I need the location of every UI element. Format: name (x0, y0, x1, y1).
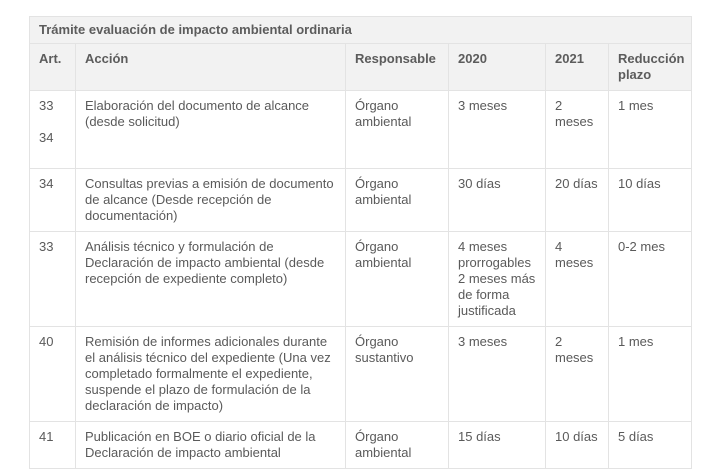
cell-2020: 4 meses prorrogables 2 meses más de forma justificada (449, 232, 546, 327)
cell-accion: Remisión de informes adicionales durante el análisis técnico del expediente (Una vez completado formalmente el expediente, suspende el plazo de formulación de la declaración de impacto) (76, 327, 346, 422)
cell-art (30, 91, 76, 169)
cell-accion: Publicación en BOE o diario oficial de la Declaración de impacto ambiental (76, 422, 346, 469)
cell-2020: 3 meses (449, 91, 546, 169)
art-number: 40 (39, 334, 54, 349)
cell-art (30, 169, 76, 232)
header-2020: 2020 (449, 44, 546, 91)
cell-2020: 3 meses (449, 327, 546, 422)
header-responsable: Responsable (346, 44, 449, 91)
cell-art (30, 422, 76, 469)
art-number: 34 (39, 130, 54, 145)
header-reduccion: Reducción plazo (609, 44, 692, 91)
cell-2021: 10 días (546, 422, 609, 469)
cell-responsable: Órgano sustantivo (346, 327, 449, 422)
cell-responsable: Órgano ambiental (346, 169, 449, 232)
header-2021: 2021 (546, 44, 609, 91)
cell-2020: 15 días (449, 422, 546, 469)
plazos-table (29, 16, 692, 469)
table-row (30, 232, 692, 327)
art-number: 33 (39, 239, 54, 254)
art-number: 34 (39, 176, 54, 191)
table-row (30, 327, 692, 422)
art-number: 33 (39, 98, 54, 113)
cell-art (30, 327, 76, 422)
cell-2021: 2 meses (546, 91, 609, 169)
header-row (30, 44, 692, 91)
cell-2020: 30 días (449, 169, 546, 232)
cell-accion: Consultas previas a emisión de documento de alcance (Desde recepción de documentación) (76, 169, 346, 232)
art-number: 41 (39, 429, 54, 444)
table-row (30, 422, 692, 469)
cell-responsable: Órgano ambiental (346, 232, 449, 327)
cell-accion: Elaboración del documento de alcance (desde solicitud) (76, 91, 346, 169)
cell-reduccion: 0-2 mes (609, 232, 692, 327)
table-row (30, 91, 692, 169)
cell-reduccion: 10 días (609, 169, 692, 232)
table-container (29, 16, 691, 469)
cell-accion: Análisis técnico y formulación de Declaración de impacto ambiental (desde recepción de expediente completo) (76, 232, 346, 327)
cell-reduccion: 1 mes (609, 91, 692, 169)
header-accion: Acción (76, 44, 346, 91)
cell-2021: 2 meses (546, 327, 609, 422)
cell-2021: 4 meses (546, 232, 609, 327)
header-art: Art. (30, 44, 76, 91)
cell-art (30, 232, 76, 327)
table-row (30, 169, 692, 232)
table-title: Trámite evaluación de impacto ambiental ordinaria (29, 16, 692, 43)
cell-responsable: Órgano ambiental (346, 91, 449, 169)
cell-reduccion: 5 días (609, 422, 692, 469)
cell-reduccion: 1 mes (609, 327, 692, 422)
cell-responsable: Órgano ambiental (346, 422, 449, 469)
cell-2021: 20 días (546, 169, 609, 232)
